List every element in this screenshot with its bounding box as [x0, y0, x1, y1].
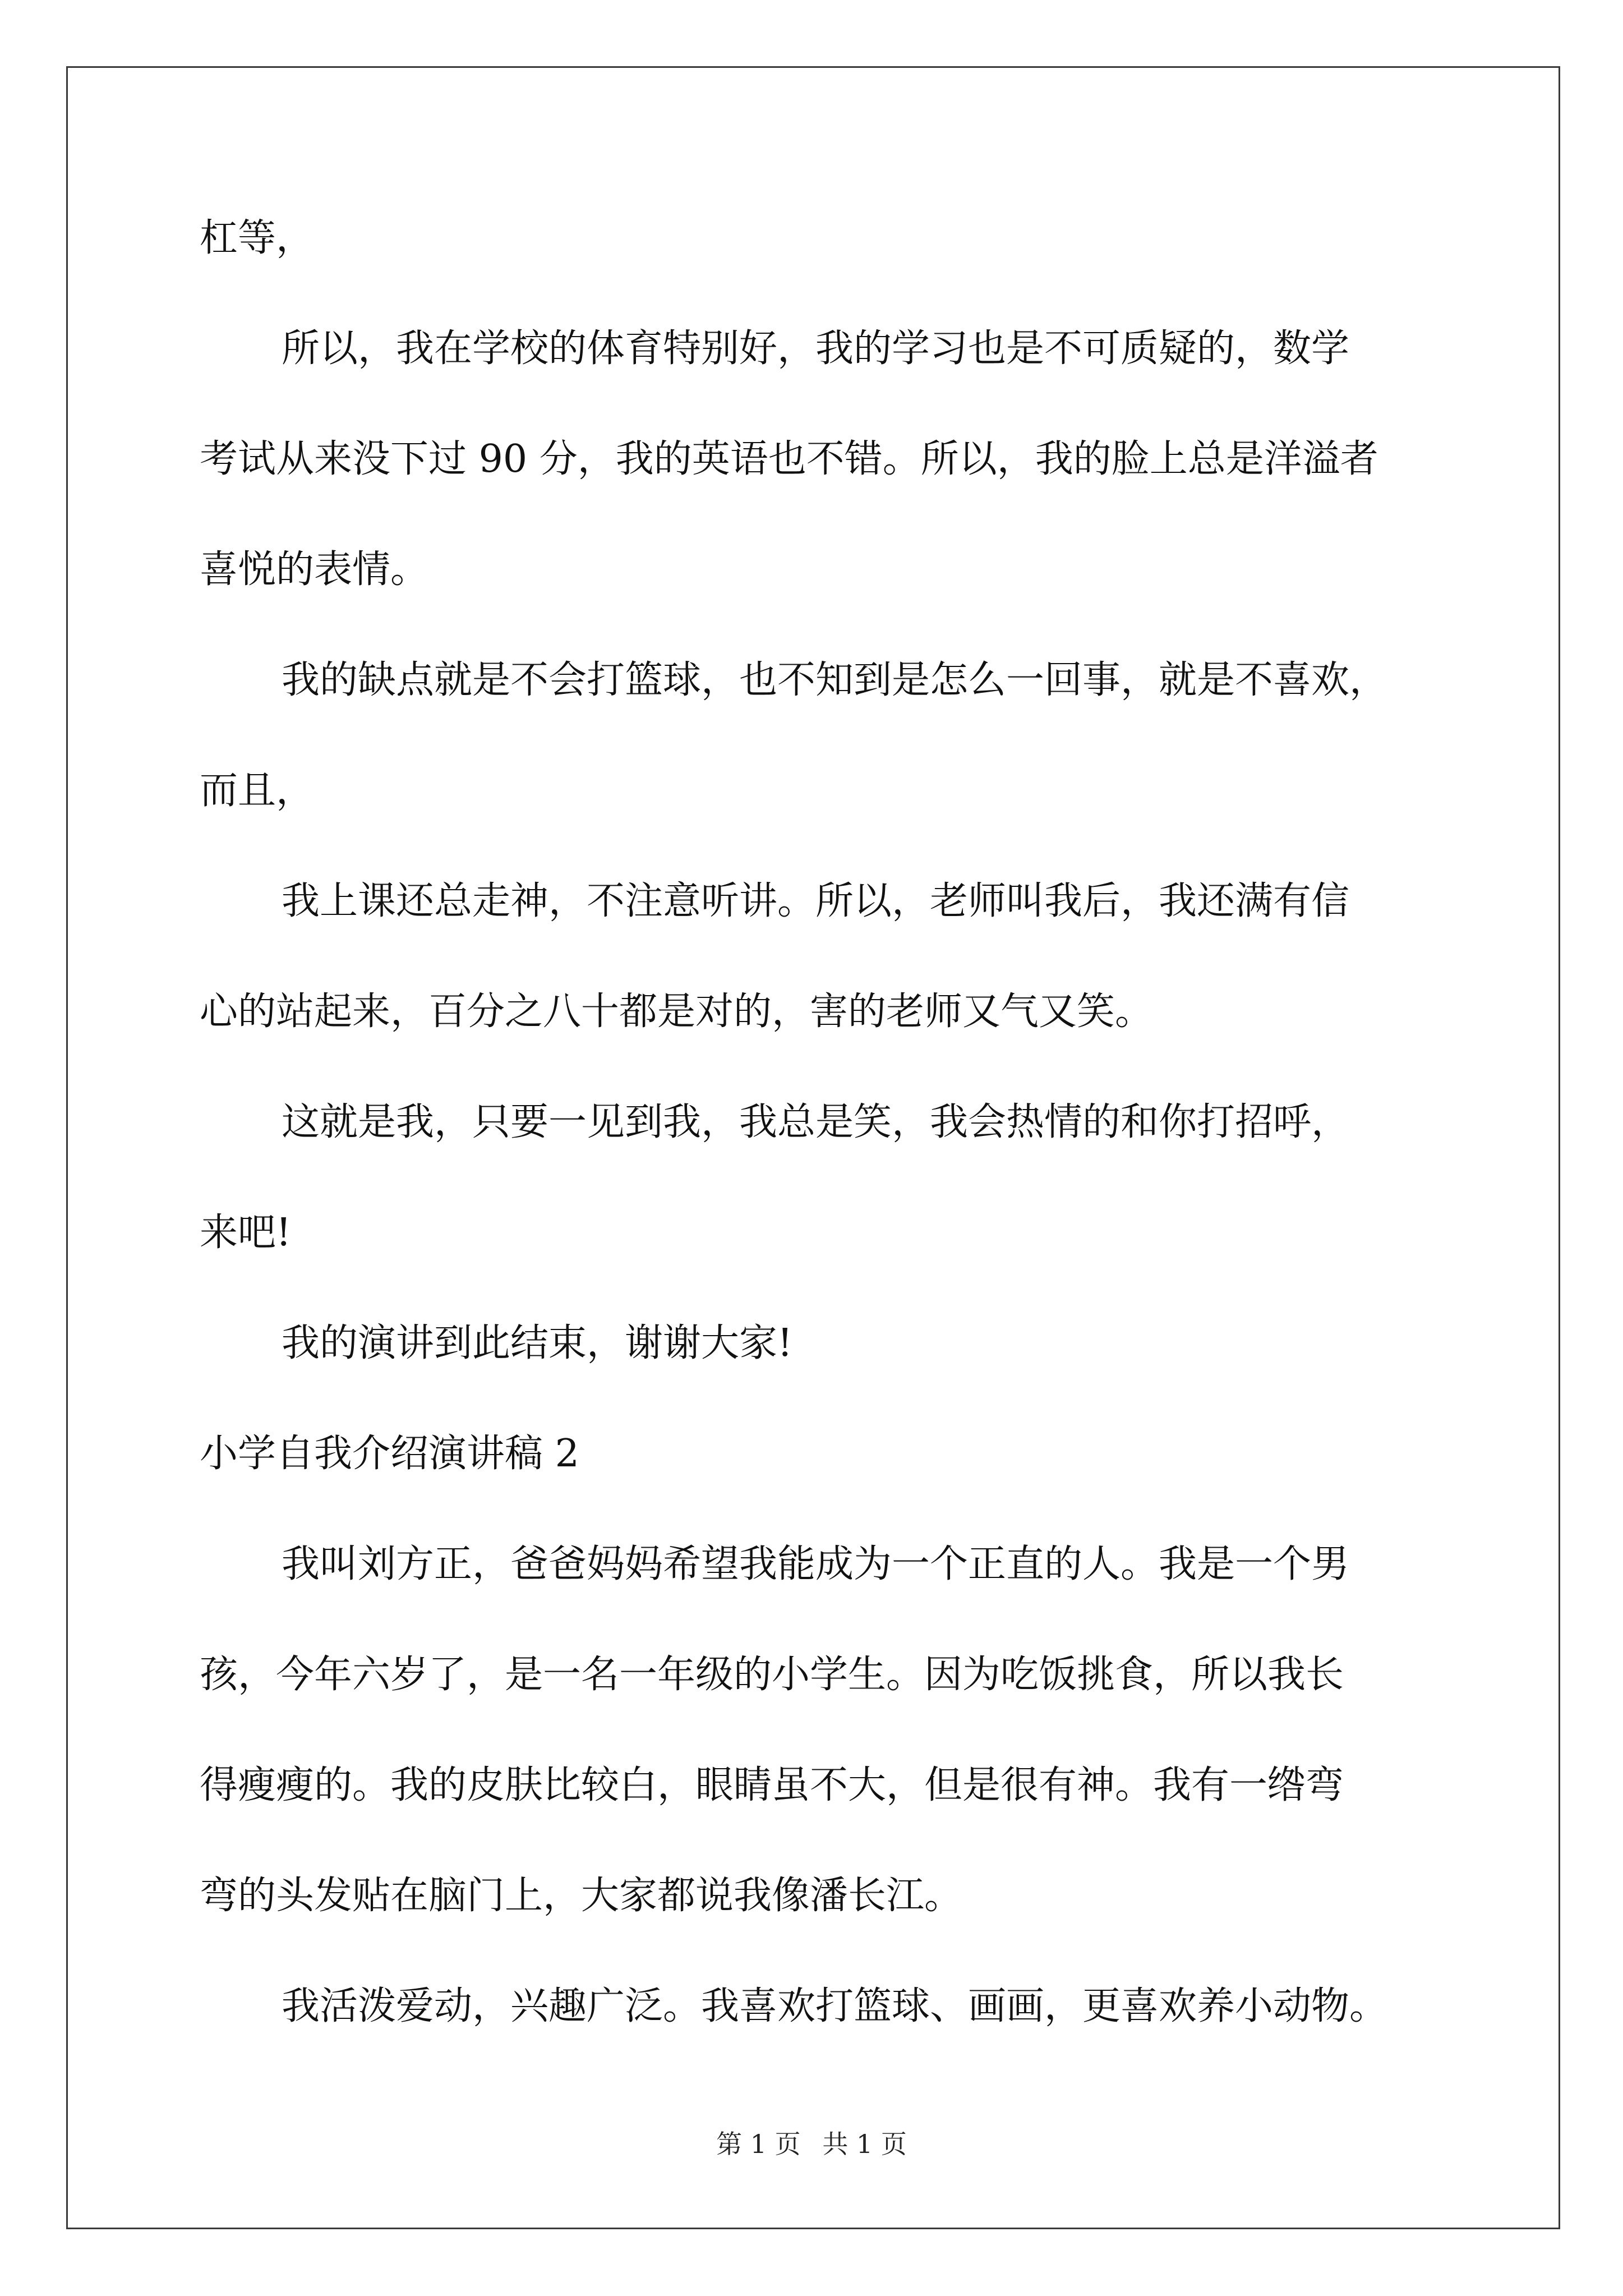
paragraph-line: 孩，今年六岁了，是一名一年级的小学生。因为吃饭挑食，所以我长: [200, 1653, 1344, 1697]
paragraph-line: 我活泼爱动，兴趣广泛。我喜欢打篮球、画画，更喜欢养小动物。: [282, 1984, 1388, 2028]
paragraph-line: 而且，: [200, 769, 315, 813]
paragraph-line: 我的演讲到此结束，谢谢大家!: [282, 1321, 793, 1365]
paragraph-line: 弯的头发贴在脑门上，大家都说我像潘长江。: [200, 1874, 963, 1918]
paragraph-line: 得瘦瘦的。我的皮肤比较白，眼睛虽不大，但是很有神。我有一绺弯: [200, 1763, 1344, 1807]
paragraph-line: 我上课还总走神，不注意听讲。所以，老师叫我后，我还满有信: [282, 879, 1350, 923]
paragraph-line: 我的缺点就是不会打篮球，也不知到是怎么一回事，就是不喜欢，: [282, 658, 1388, 702]
paragraph-line: 杠等，: [200, 216, 315, 260]
section-heading: 小学自我介绍演讲稿 2: [200, 1432, 579, 1476]
paragraph-line: 来吧!: [200, 1211, 292, 1255]
paragraph-line: 我叫刘方正，爸爸妈妈希望我能成为一个正直的人。我是一个男: [282, 1542, 1350, 1586]
page-total: 共 1 页: [822, 2129, 907, 2159]
page-footer: [0, 2124, 1623, 2161]
paragraph-line: 心的站起来，百分之八十都是对的，害的老师又气又笑。: [200, 990, 1154, 1034]
paragraph-line: 考试从来没下过 90 分，我的英语也不错。所以，我的脸上总是洋溢者: [200, 437, 1378, 481]
paragraph-line: 这就是我，只要一见到我，我总是笑，我会热情的和你打招呼，: [282, 1100, 1350, 1144]
paragraph-line: 所以，我在学校的体育特别好，我的学习也是不可质疑的，数学: [282, 326, 1350, 371]
paragraph-line: 喜悦的表情。: [200, 547, 429, 592]
page-number: 第 1 页: [716, 2129, 801, 2159]
